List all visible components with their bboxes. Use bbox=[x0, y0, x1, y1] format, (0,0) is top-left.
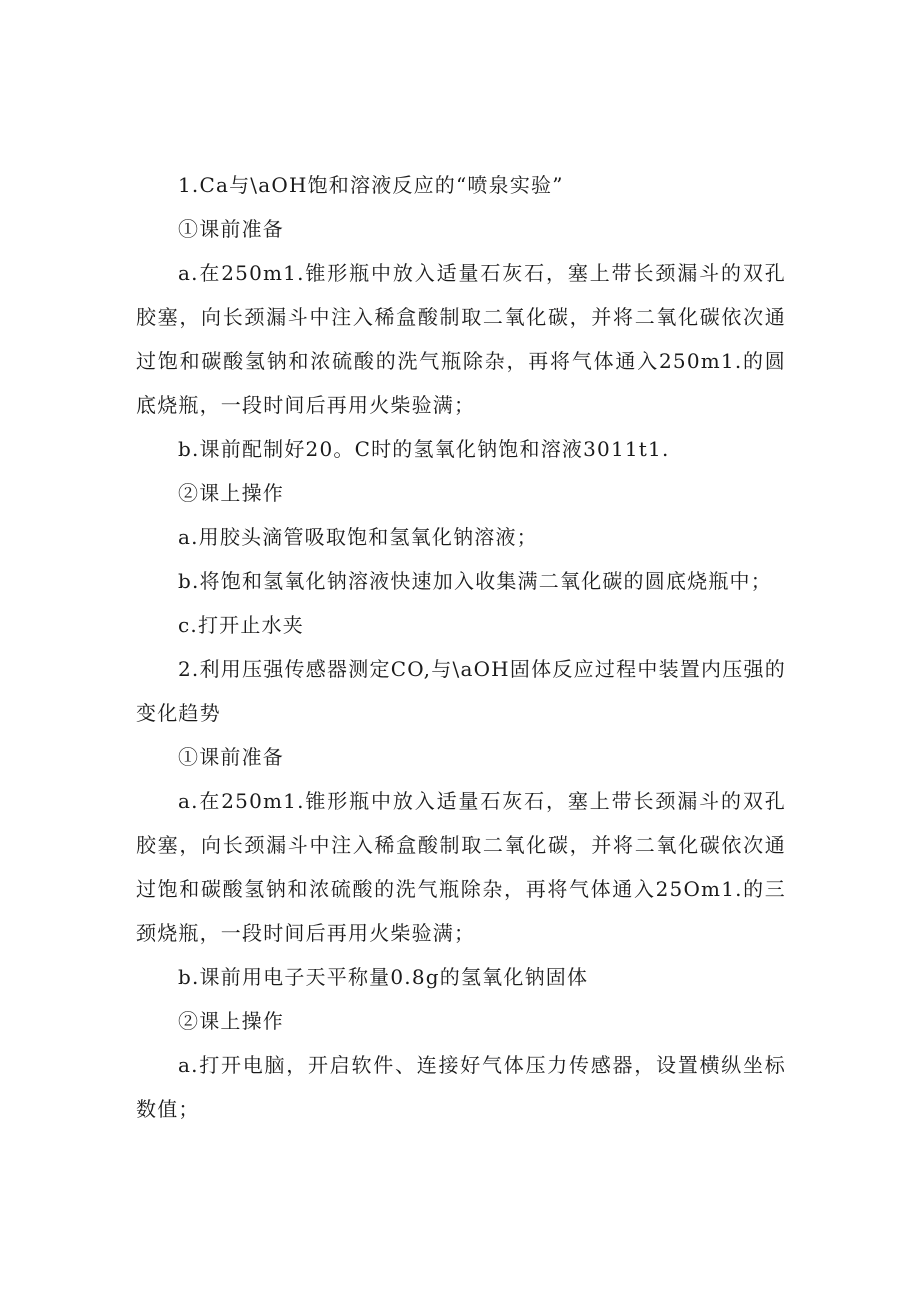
section-1-prep-heading: ①课前准备 bbox=[178, 217, 284, 241]
section-2-prep-step-b: b.课前用电子天平称量0.8g的氢氧化钠固体 bbox=[178, 965, 589, 989]
section-1-heading: 1.Ca与\aOH饱和溶液反应的“喷泉实验” bbox=[178, 173, 564, 197]
section-2-prep-heading: ①课前准备 bbox=[178, 745, 284, 769]
section-1-operation-step-b: b.将饱和氢氧化钠溶液快速加入收集满二氧化碳的圆底烧瓶中； bbox=[178, 569, 772, 593]
section-2-heading: 2.利用压强传感器测定CO,与\aOH固体反应过程中装置内压强的变化趋势 bbox=[136, 657, 786, 725]
document-body bbox=[136, 163, 786, 1131]
section-2-operation-step-a: a.打开电脑，开启软件、连接好气体压力传感器，设置横纵坐标数值； bbox=[136, 1053, 786, 1121]
section-2-prep-step-a: a.在250m1.锥形瓶中放入适量石灰石，塞上带长颈漏斗的双孔胶塞，向长颈漏斗中注入稀盒酸制取二氧化碳，并将二氧化碳依次通过饱和碳酸氢钠和浓硫酸的洗气瓶除杂，再将气体通入25Om1.的三颈烧瓶，一段时间后再用火柴验满； bbox=[136, 789, 786, 945]
section-1-operation-step-c: c.打开止水夹 bbox=[178, 613, 304, 637]
section-1-operation-step-a: a.用胶头滴管吸取饱和氢氧化钠溶液； bbox=[178, 525, 538, 549]
section-1-prep-step-b: b.课前配制好20。C时的氢氧化钠饱和溶液3011t1. bbox=[178, 437, 670, 461]
section-2-operation-heading: ②课上操作 bbox=[178, 1009, 284, 1033]
section-1-operation-heading: ②课上操作 bbox=[178, 481, 284, 505]
section-1-prep-step-a: a.在250m1.锥形瓶中放入适量石灰石，塞上带长颈漏斗的双孔胶塞，向长颈漏斗中注入稀盒酸制取二氧化碳，并将二氧化碳依次通过饱和碳酸氢钠和浓硫酸的洗气瓶除杂，再将气体通入250m1.的圆底烧瓶，一段时间后再用火柴验满； bbox=[136, 261, 786, 417]
